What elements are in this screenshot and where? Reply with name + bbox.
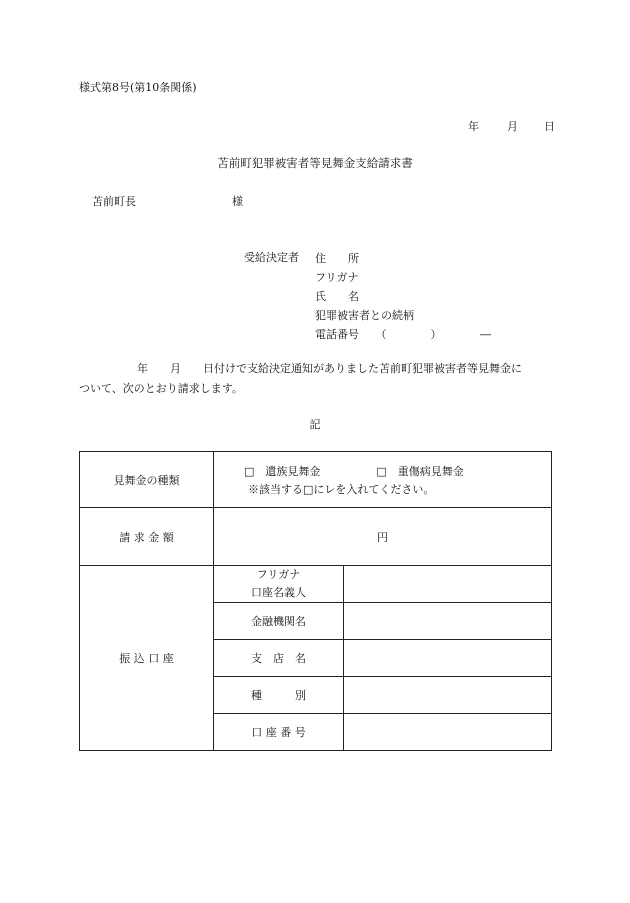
bank-name-field[interactable] (344, 603, 552, 640)
month-label: 月 (507, 120, 518, 133)
form-number: 様式第8号(第10条関係) (79, 81, 197, 94)
account-number-field[interactable] (344, 714, 552, 751)
amount-label: 請 求 金 額 (80, 508, 214, 566)
furigana-label: フリガナ (256, 568, 301, 581)
account-number-label: 口 座 番 号 (214, 714, 344, 751)
bereaved-checkbox[interactable]: □ 遺族見舞金 (244, 464, 321, 478)
request-line-1: 年 月 日付けで支給決定通知がありました苫前町犯罪被害者等見舞金に (137, 362, 522, 375)
table-row (80, 508, 552, 566)
checkbox-instruction: ※該当する□にレを入れてください。 (248, 482, 435, 496)
applicant-fields (315, 249, 491, 344)
claim-table (79, 451, 552, 751)
branch-name-field[interactable] (344, 640, 552, 677)
phone-field-label: 電話番号 （ ） ― (315, 328, 491, 341)
table-row (80, 452, 552, 508)
type-options-cell (214, 452, 552, 508)
addressee (92, 193, 243, 209)
account-type-label: 種 別 (214, 677, 344, 714)
transfer-account-label: 振 込 口 座 (80, 566, 214, 751)
address-field-label: 住 所 (315, 252, 359, 265)
addressee-honorific: 様 (232, 195, 243, 208)
request-line-2: ついて、次のとおり請求します。 (79, 382, 243, 395)
furigana-field-label: フリガナ (315, 271, 359, 284)
amount-field[interactable]: 円 (214, 508, 552, 566)
relationship-field-label: 犯罪被害者との続柄 (315, 309, 414, 322)
type-label: 見舞金の種類 (80, 452, 214, 508)
branch-name-label: 支 店 名 (214, 640, 344, 677)
account-type-field[interactable] (344, 677, 552, 714)
account-holder-field[interactable] (344, 566, 552, 603)
bank-name-label: 金融機関名 (214, 603, 344, 640)
account-holder-label (214, 566, 344, 603)
name-field-label: 氏 名 (315, 290, 359, 303)
year-label: 年 (468, 120, 479, 133)
holder-name-label: 口座名義人 (251, 586, 306, 599)
request-paragraph (79, 359, 559, 399)
document-title: 苫前町犯罪被害者等見舞金支給請求書 (217, 156, 413, 170)
applicant-label: 受給決定者 (244, 251, 299, 264)
note-heading: 記 (309, 418, 321, 431)
serious-injury-checkbox[interactable]: □ 重傷病見舞金 (376, 464, 464, 478)
addressee-name: 苫前町長 (92, 195, 136, 208)
table-row (80, 566, 552, 603)
day-label: 日 (544, 120, 555, 133)
date-line (468, 118, 555, 134)
